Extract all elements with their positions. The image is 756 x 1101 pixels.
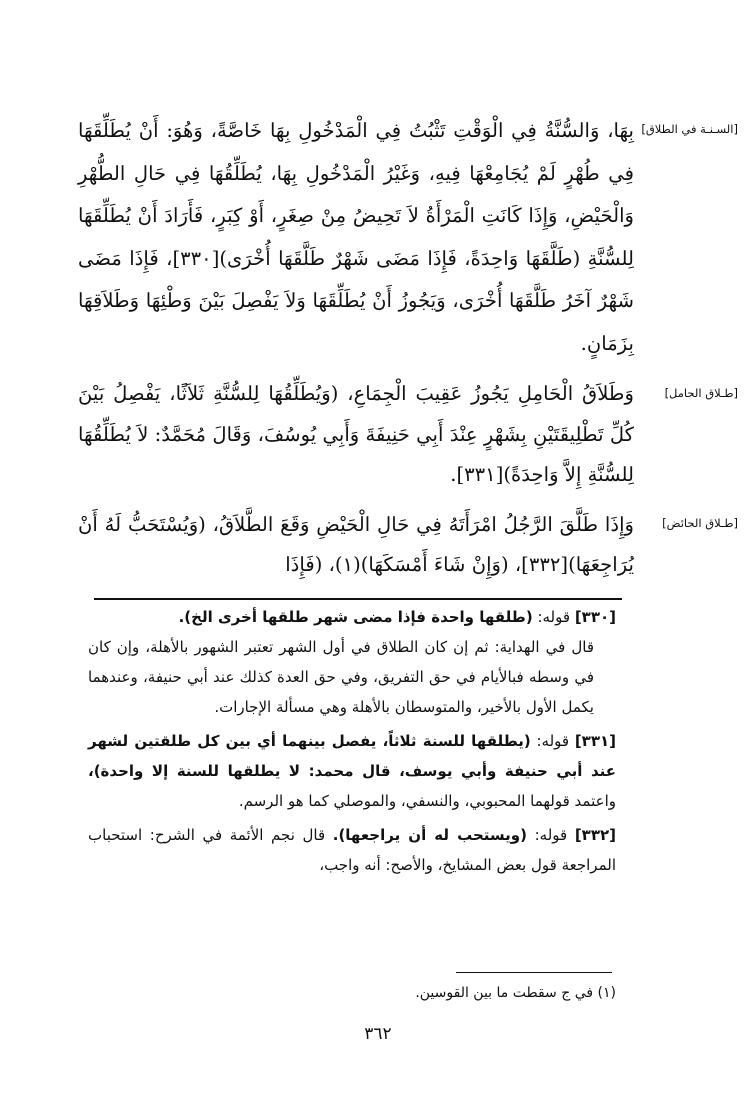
note-body: واعتمد قولهما المحبوبي، والنسفي، والموصلي كما هو الرسم.	[238, 792, 616, 810]
note-number: [٣٣٢]	[574, 826, 616, 844]
footnote: (١) في ج سقطت ما بين القوسين.	[415, 985, 616, 1001]
main-paragraph-2: وَطَلاَقُ الْحَامِلِ يَجُوزُ عَقِيبَ الْجِمَاعِ، (وَيُطَلِّقُهَا لِلسُّنَّةِ ثَلاَثًا، يَفْصِلُ بَيْنَ كُلِّ تَطْلِيقَتَيْنِ بِشَهْرٍ عِنْدَ أَبِي حَنِيفَةَ وَأَبِي يُوسُفَ، وَقَالَ مُحَمَّدٌ: لاَ يُطَلِّقُهَا لِلسُّنَّةِ إِلاَّ وَاحِدَةً)[٣٣١].	[78, 382, 634, 486]
margin-note-menstruating: [طـلاق الحائض]	[662, 516, 738, 530]
margin-note-sunnah: [السـنـة في الطلاق]	[641, 122, 738, 136]
note-lead: قوله:	[532, 608, 571, 626]
main-paragraph-3: وَإِذَا طَلَّقَ الرَّجُلُ امْرَأَتَهُ فِي حَالِ الْحَيْضِ وَقَعَ الطَّلاَقُ، (وَيُسْتَحَبُّ لَهُ أَنْ يُرَاجِعَهَا)[٣٣٢]، (وَإِنْ شَاءَ أَمْسَكَهَا)(١)، (فَإِذَا	[78, 513, 634, 576]
footnote-divider	[456, 972, 612, 973]
note-quote: (طلقها واحدة فإذا مضى شهر طلقها أخرى الخ).	[178, 608, 533, 626]
note-lead: قوله:	[526, 826, 568, 844]
note-330	[88, 602, 616, 722]
page-number: ٣٦٢	[364, 1024, 392, 1044]
note-lead: قوله:	[530, 732, 570, 750]
note-quote: (ويستحب له أن يراجعها).	[332, 826, 527, 844]
commentary-notes	[88, 602, 616, 884]
note-body: قال نجم الأئمة في الشرح: استحباب المراجعة قول بعض المشايخ، والأصح: أنه واجب،	[88, 826, 616, 874]
margin-note-pregnant: [طـلاق الحامل]	[664, 386, 738, 400]
note-body: قال في الهداية: ثم إن كان الطلاق في أول الشهر تعتبر الشهور بالأهلة، وإن كان في وسطه فبالأيام في حق التفريق، وفي حق العدة كذلك عند أبي حنيفة، وعندهما يكمل الأول بالأخير، والمتوسطان بالأهلة وهي مسألة الإجارات.	[88, 638, 594, 716]
main-paragraph-1: بِهَا، وَالسُّنَّةُ فِي الْوَقْتِ تَثْبُتُ فِي الْمَدْخُولِ بِهَا خَاصَّةً، وَهُوَ: أَنْ يُطَلِّقَهَا فِي طُهْرٍ لَمْ يُجَامِعْهَا فِيهِ، وَغَيْرُ الْمَدْخُولِ بِهَا، يُطَلِّقُهَا فِي حَالِ الطُّهْرِ وَالْحَيْضِ، وَإِذَا كَانَتِ الْمَرْأَةُ لاَ تَحِيضُ مِنْ صِغَرٍ، أَوْ كِبَرٍ، فَأَرَادَ أَنْ يُطَلِّقَهَا لِلسُّنَّةِ (طَلَّقَهَا وَاحِدَةً، فَإِذَا مَضَى شَهْرٌ طَلَّقَهَا أُخْرَى)[٣٣٠]، فَإِذَا مَضَى شَهْرٌ آخَرُ طَلَّقَهَا أُخْرَى، وَيَجُوزُ أَنْ يُطَلِّقَهَا وَلاَ يَفْصِلَ بَيْنَ وَطْئِهَا وَطَلاَقِهَا بِزَمَانٍ.	[78, 119, 634, 355]
note-331	[88, 726, 616, 816]
note-number: [٣٣١]	[574, 732, 616, 750]
note-quote: (يطلقها للسنة ثلاثاً، يفصل بينهما أي بين كل طلقتين لشهر عند أبي حنيفة وأبي يوسف، قال محمد: لا يطلقها للسنة إلا واحدة)،	[88, 732, 616, 780]
notes-divider	[94, 598, 622, 600]
note-number: [٣٣٠]	[574, 608, 616, 626]
note-332	[88, 820, 616, 880]
